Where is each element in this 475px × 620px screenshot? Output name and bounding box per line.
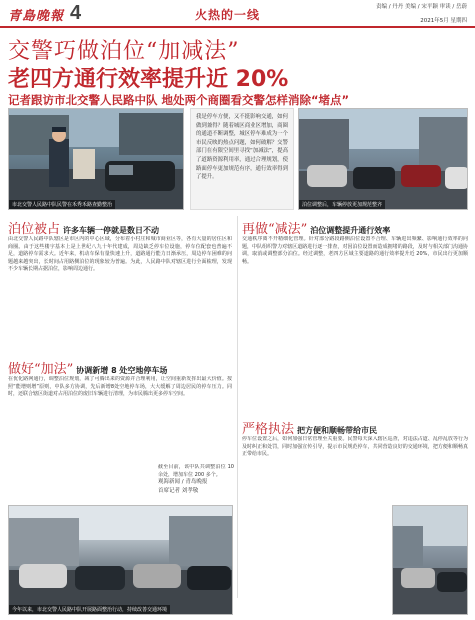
traffic-lane-image bbox=[393, 506, 468, 615]
section-heading-3 bbox=[242, 218, 390, 237]
issue-date: 2021年5月 星期四 bbox=[420, 18, 467, 24]
column-divider bbox=[237, 216, 238, 598]
photo-traffic-lane bbox=[392, 505, 468, 615]
credit-reporter: 首席记者 刘孝敬 bbox=[158, 488, 199, 494]
lede-box bbox=[190, 108, 294, 210]
section-title-2: 协调新增 8 处空地停车场 bbox=[76, 366, 168, 375]
section-key-4: 严格执法 bbox=[242, 422, 295, 437]
section-body-4: 停车位设置之后，如何加强日常管理至关重要。民警每天深入辖区巡查，对违法占道、乱停乱放等行为及时纠正和处罚，同时加强宣传引导，提示市民规范停车，共同营造良好的交通环境，把方便和顺畅真正带给市民。 bbox=[242, 436, 468, 458]
credit-block bbox=[158, 478, 207, 496]
section-key-3: 再做“减法” bbox=[242, 222, 308, 237]
section-key-1: 泊位被占 bbox=[8, 222, 61, 237]
headline-line1: 交警巧做泊位“加减法” bbox=[8, 39, 240, 64]
section-body-2: 在优化路网通行，调整泊位规划，减了可腾出来的资源并合理利用，让空间重新发挥出最大价值。按照“能增则增”原则，中队多方协调，先后新增8处空地停车场，大大缓解了周边居民的停车压力。同时，还联合辖区街道对占用泊位的废旧车辆进行清理，为市民腾出更多停车空间。 bbox=[8, 376, 232, 398]
lede-text: 我是停车方便，又不挺影响交通，如何做到兼得？随着城区商业区增加，商圈的通道不断调整，城区停车难成为一个市民反映的热点问题，如何破解？交警部门在有限空间里寻找“加减法”，提高了道路资源利用率，通过合理规划，使路面停车更加规范有序，通行效率得到了提升。 bbox=[196, 114, 288, 181]
photo-caption-right: 泊位调整后，车辆停放更加规范整齐 bbox=[299, 200, 385, 209]
section-body-1: 由北交警人民路中队辖区是市区内的中心区域，分布着小村庄和城市商业区等，各有大量的居住区和商圈。由于这些楼宇基本上是上世纪八九十年代建成，周边缺乏停车位设施，停车位配套也普遍不足，道路停车需求大。近年来，机动车保有量快速上升，道路通行能力日渐承压，周边停车困难的问题越来越突出，长时间占用路侧泊位的现象较为普遍。为此，人民路中队对辖区进行全面梳理，发现不少车辆长期占据泊位，影响周边通行。 bbox=[8, 236, 232, 273]
masthead bbox=[0, 0, 475, 28]
section-tail-2: 截至目前，该中队共调整泊位 10 余处，增加车位 200 多个。 bbox=[158, 464, 234, 478]
photo-street-view bbox=[8, 505, 233, 615]
subheadline: 记者跟访市北交警人民路中队 地处两个商圈看交警怎样消除“堵点” bbox=[8, 93, 350, 107]
section-title-1: 许多车辆一停就是数日不动 bbox=[63, 226, 160, 235]
section-heading-2 bbox=[8, 358, 167, 377]
photo-parked-cars bbox=[298, 108, 468, 210]
section-title-4: 把方便和顺畅带给市民 bbox=[297, 426, 378, 435]
street-view-image bbox=[9, 506, 233, 615]
newspaper-logo: 青島晚報 bbox=[8, 9, 65, 24]
section-key-2: 做好“加法” bbox=[8, 362, 74, 377]
section-heading-4 bbox=[242, 418, 377, 437]
headline-line2: 老四方通行效率提升近 20% bbox=[8, 67, 289, 92]
editor-line: 责编 / 丹丹 美编 / 宋平颖 审读 / 岳蔚 bbox=[375, 4, 467, 10]
photo-officer-street bbox=[8, 108, 184, 210]
credit-outlet: 观海新闻 / 青岛晚报 bbox=[158, 479, 208, 485]
officer-street-image bbox=[9, 109, 184, 210]
section-title: 火热的一线 bbox=[195, 8, 261, 22]
page-number: 4 bbox=[70, 2, 82, 24]
parked-cars-image bbox=[299, 109, 468, 210]
photo-caption-bottom: 今年以来，市北交警人民路中队开展路面整治行动，持续改善交通环境 bbox=[9, 605, 170, 614]
section-title-3: 泊位调整提升通行效率 bbox=[310, 226, 391, 235]
photo-caption-left: 市北交警人民路中队民警在禾秀禾路查勤整治 bbox=[9, 200, 115, 209]
section-body-3: 交通秩序离不开精细化管理。针对部分路段路侧泊位设置不合理、车辆进出频繁、影响通行效率的问题，中队组织警力对辖区道路进行逐一排查，对因泊位设置而造成拥堵的路段，及时与相关部门沟通协调，取消或调整部分泊位。经过调整，老四方区域主要道路的通行效率提升近 20%，市民出行更加顺畅。 bbox=[242, 236, 468, 265]
section-heading-1 bbox=[8, 218, 159, 237]
